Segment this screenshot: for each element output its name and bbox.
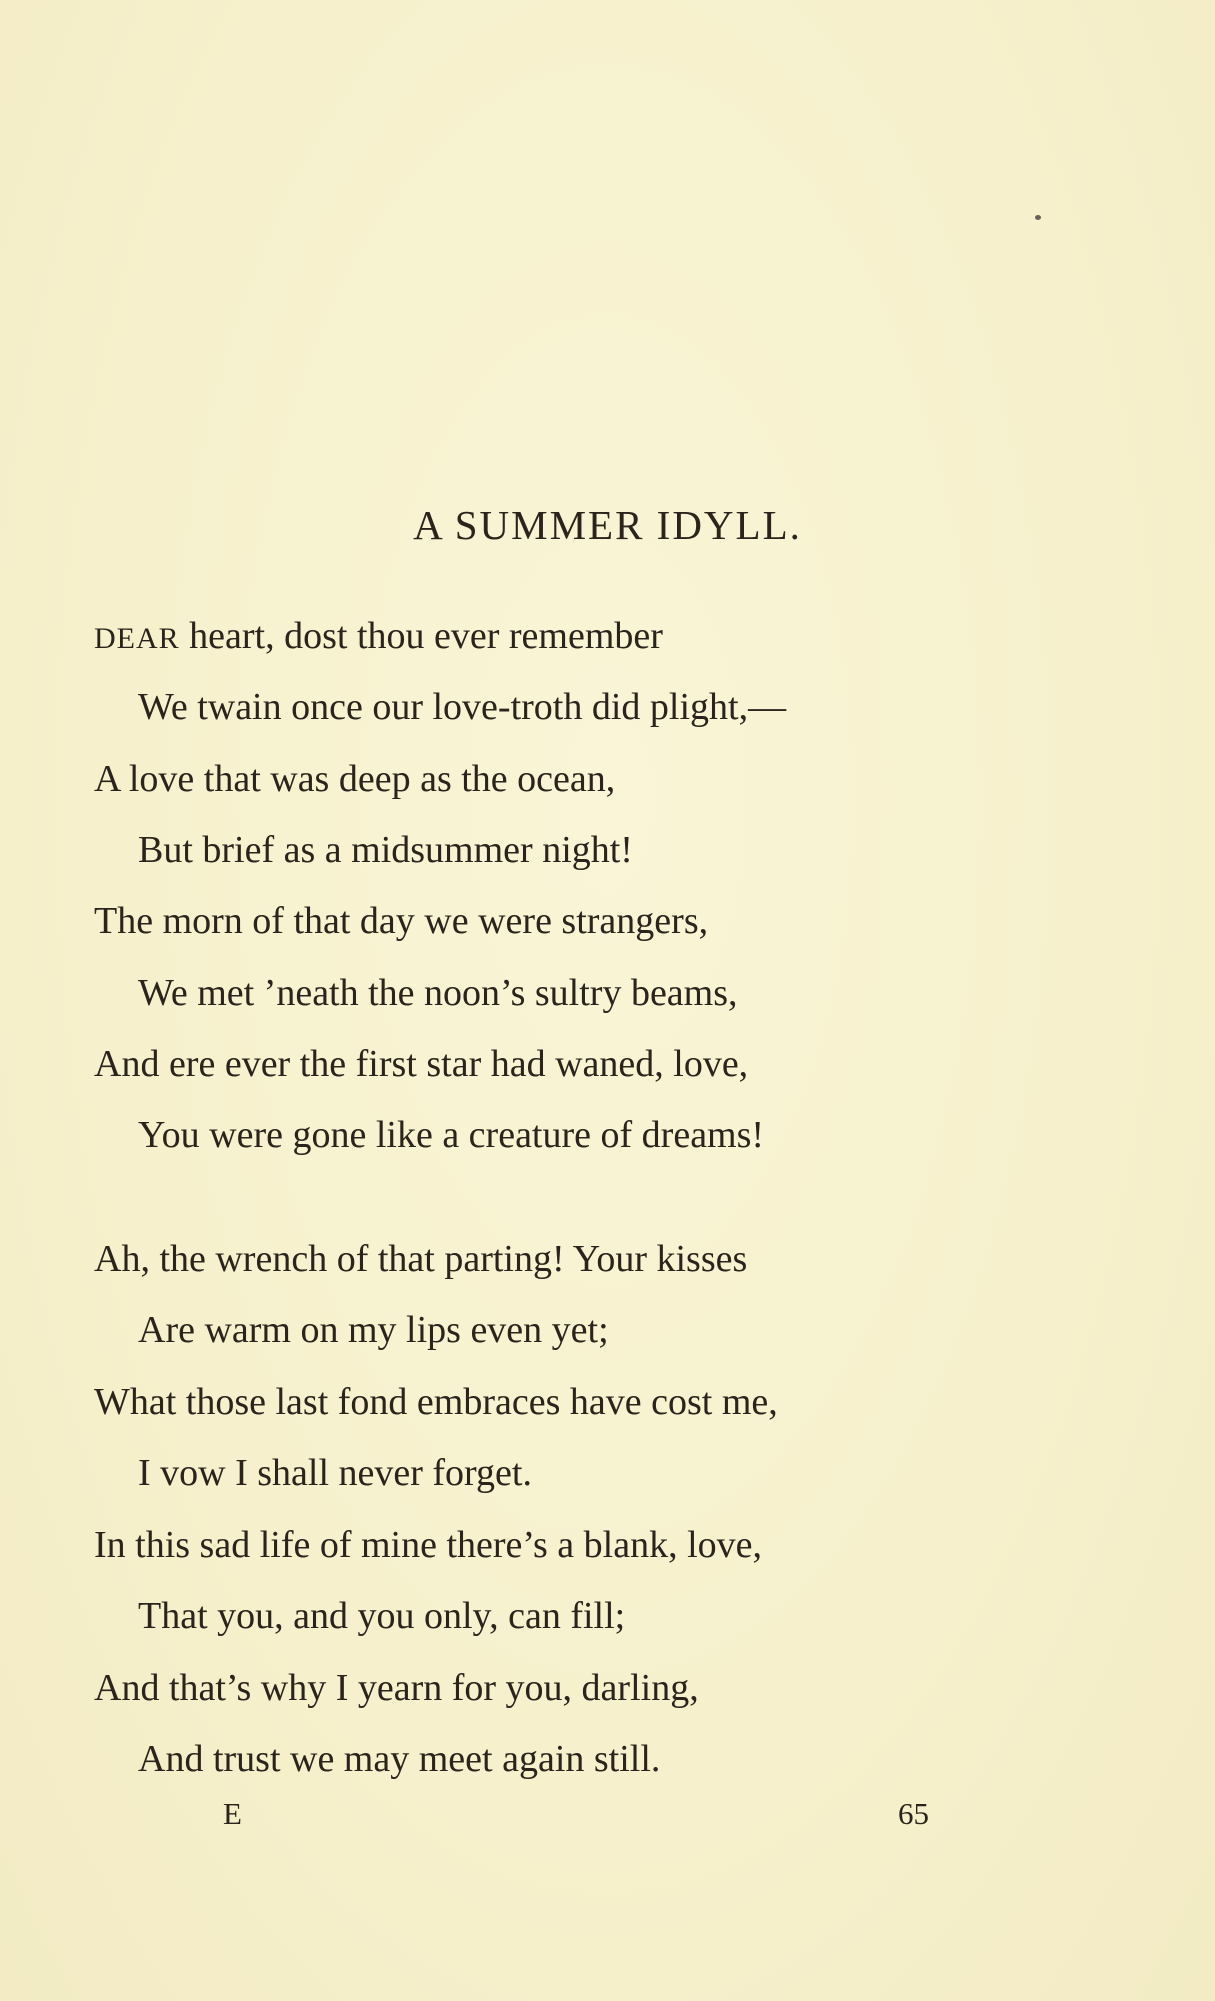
poem-line [94,617,663,655]
poem-line: And ere ever the first star had waned, love, [94,1043,749,1085]
poem-line: You were gone like a creature of dreams! [138,1114,765,1156]
poem-line: We met ’neath the noon’s sultry beams, [138,972,738,1014]
poem-line: The morn of that day we were strangers, [94,900,709,942]
drop-cap-word: DEAR [94,622,180,655]
poem-line: Are warm on my lips even yet; [138,1309,609,1351]
poem-line: Ah, the wrench of that parting! Your kisses [94,1238,748,1280]
page-number: 65 [898,1796,929,1831]
poem-line: We twain once our love-troth did plight,— [138,686,787,728]
poem-line: But brief as a midsummer night! [138,829,633,871]
signature-mark: E [223,1796,242,1831]
poem-line: And that’s why I yearn for you, darling, [94,1667,699,1709]
poem-line: In this sad life of mine there’s a blank, love, [94,1524,762,1566]
poem-title: A SUMMER IDYLL. [413,502,802,548]
poem-line: And trust we may meet again still. [138,1738,661,1780]
poem-line: That you, and you only, can fill; [138,1595,626,1637]
poem-line: A love that was deep as the ocean, [94,758,616,800]
ink-speck [1035,215,1041,220]
line-text: heart, dost thou ever remember [179,615,663,657]
poem-line: What those last fond embraces have cost me, [94,1381,778,1423]
poem-line: I vow I shall never forget. [138,1452,532,1494]
